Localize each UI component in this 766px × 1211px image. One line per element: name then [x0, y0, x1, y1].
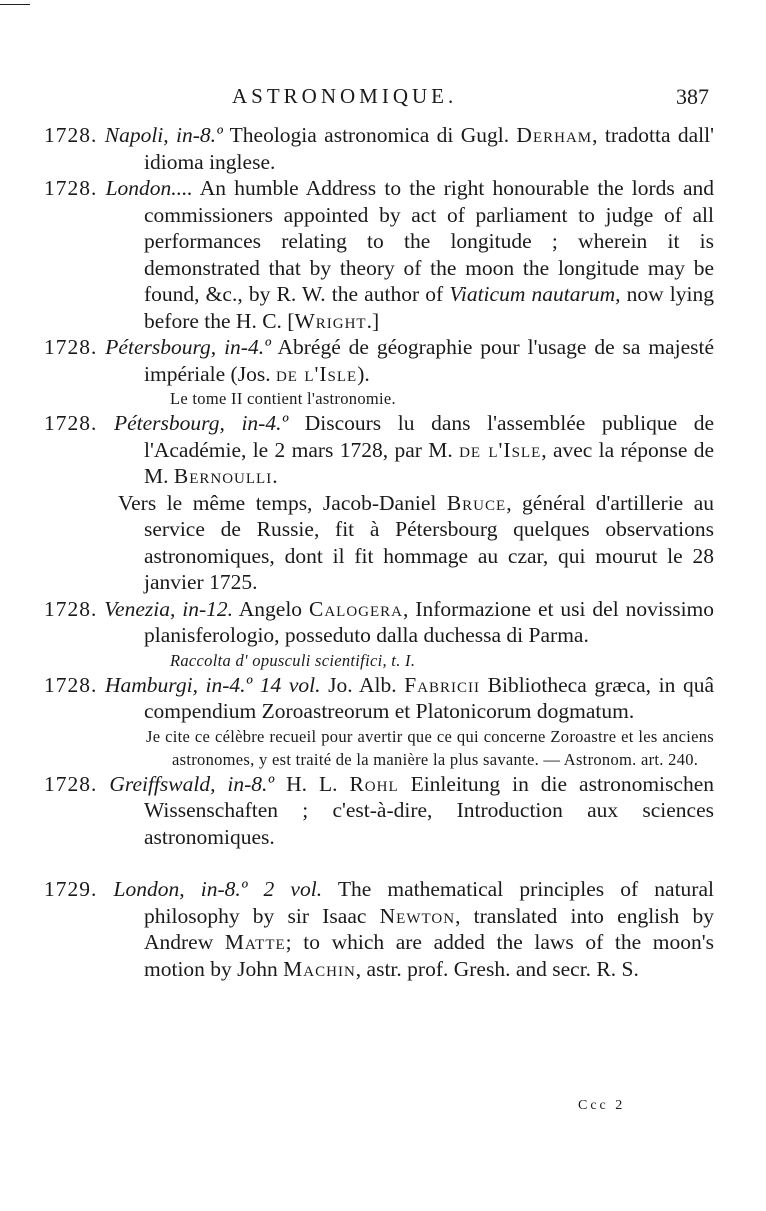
- entry-year: 1728.: [44, 335, 98, 359]
- entry-place: Pétersbourg, in-4.º: [113, 411, 289, 435]
- entry-body: , Informazione et usi del novissimo planisferologio, posseduto dalla duchessa di Parma.: [144, 596, 715, 647]
- entry-body: Einleitung in die astronomischen Wissenschaften ; c'est-à-dire, Introduction aux sciences astronomiques.: [144, 771, 714, 849]
- section-gap: [0, 850, 766, 876]
- bibliography-entry: [0, 122, 766, 175]
- title-italic: Viaticum nautarum,: [449, 282, 621, 306]
- top-rule: [0, 4, 30, 5]
- entry-year: 1728.: [44, 771, 98, 796]
- author-name: Wright: [294, 308, 367, 333]
- entry-year: 1728.: [44, 596, 98, 621]
- entry-body: .]: [366, 308, 380, 333]
- author-name: Newton: [379, 903, 456, 928]
- paragraph-body: Vers le même temps, Jacob-Daniel: [118, 490, 447, 515]
- entry-body: , astr. prof. Gresh. and secr. R. S.: [355, 956, 639, 981]
- entry-year: 1728.: [44, 123, 98, 147]
- entry-text: [0, 410, 766, 490]
- entry-body: , avec la réponse de M.: [144, 437, 715, 488]
- entry-body: now lying before the H. C. [: [144, 282, 714, 333]
- running-title: ASTRONOMIQUE.: [232, 84, 458, 108]
- entry-body: ).: [357, 361, 370, 386]
- paragraph-body: , général d'artillerie au service de Russie, fit à Pétersbourg quelques observations astronomiques, dont il fit hommage au czar, qui mourut le 28 janvier 1725.: [144, 490, 714, 594]
- entry-text: [0, 175, 766, 334]
- entry-place: Pétersbourg, in-4.º: [105, 335, 271, 359]
- entry-body: Theologia astronomica di Gugl.: [229, 123, 517, 147]
- entry-note: Je cite ce célèbre recueil pour avertir que ce qui concerne Zoroastre et les anciens astronomes, y est traité de la manière la plus savante. — Astronom. art. 240.: [146, 726, 714, 769]
- author-name: Matte: [224, 930, 286, 954]
- entry-place: Hamburgi, in-4.º 14 vol.: [104, 672, 321, 697]
- author-name: Bruce: [446, 490, 507, 515]
- entry-body: , translated into english by Andrew: [144, 903, 714, 954]
- entry-note: Raccolta d' opusculi scientifici, t. I.: [170, 650, 416, 670]
- author-name: Calogera: [308, 596, 403, 621]
- entry-body: , tradotta dall' idioma inglese.: [144, 123, 714, 174]
- bibliography-entry: [0, 410, 766, 596]
- entry-text: [0, 334, 766, 387]
- bibliography-entry: [0, 876, 766, 982]
- author-name: Rohl: [349, 771, 399, 796]
- entry-body: An humble Address to the right honourable the lords and commissioners appointed by act of parliament to judge of all performances relating to the longitude ; wherein it is demonstrated that by theory of the moon the longitude may be found, &c., by R. W. the author of: [144, 176, 715, 306]
- signature-mark: Ccc 2: [578, 1098, 626, 1113]
- page-number: 387: [676, 84, 709, 109]
- author-name: Fabricii: [404, 672, 481, 697]
- bibliography-list: [0, 122, 766, 982]
- entry-body: ; to which are added the laws of the moon's motion by John: [144, 930, 714, 981]
- entry-body: Jo. Alb.: [328, 672, 405, 697]
- entry-paragraph: [0, 490, 766, 596]
- entry-text: [0, 771, 766, 851]
- entry-body: H. L.: [286, 771, 350, 796]
- entry-place: London....: [105, 176, 193, 200]
- entry-body: The mathematical principles of natural philosophy by sir Isaac: [144, 877, 714, 928]
- entry-year: 1728.: [44, 176, 98, 200]
- author-name: Derham: [516, 123, 593, 147]
- bibliography-entry: [0, 596, 766, 672]
- entry-body: Discours lu dans l'assemblée publique de l'Académie, le 2 mars 1728, par M.: [144, 411, 715, 462]
- entry-year: 1729.: [44, 877, 98, 901]
- entry-body: Bibliotheca græca, in quâ compendium Zoroastreorum et Platonicorum dogmatum.: [144, 672, 714, 723]
- author-name: Machin: [283, 956, 356, 981]
- entry-text: [0, 876, 766, 982]
- entry-text: [0, 122, 766, 175]
- entry-year: 1728.: [44, 672, 98, 697]
- author-name: Bernoulli: [173, 464, 273, 488]
- author-name: de l'Isle: [275, 361, 358, 386]
- bibliography-entry: [0, 672, 766, 771]
- entry-place: Venezia, in-12.: [104, 596, 234, 621]
- entry-body: Abrégé de géographie pour l'usage de sa majesté impériale (Jos.: [144, 335, 715, 386]
- bibliography-entry: [0, 175, 766, 334]
- entry-place: Greiffswald, in-8.º: [109, 771, 275, 796]
- entry-note: Le tome II contient l'astronomie.: [170, 389, 396, 408]
- entry-year: 1728.: [44, 411, 98, 435]
- entry-body: .: [272, 464, 278, 488]
- author-name: de l'Isle: [459, 437, 542, 462]
- entry-place: Napoli, in-8.º: [104, 123, 223, 147]
- entry-text: [0, 596, 766, 649]
- entry-text: [0, 672, 766, 725]
- bibliography-entry: [0, 334, 766, 410]
- bibliography-entry: [0, 771, 766, 851]
- entry-place: London, in-8.º 2 vol.: [113, 877, 323, 901]
- page-header: [0, 84, 766, 114]
- entry-body: Angelo: [238, 596, 309, 621]
